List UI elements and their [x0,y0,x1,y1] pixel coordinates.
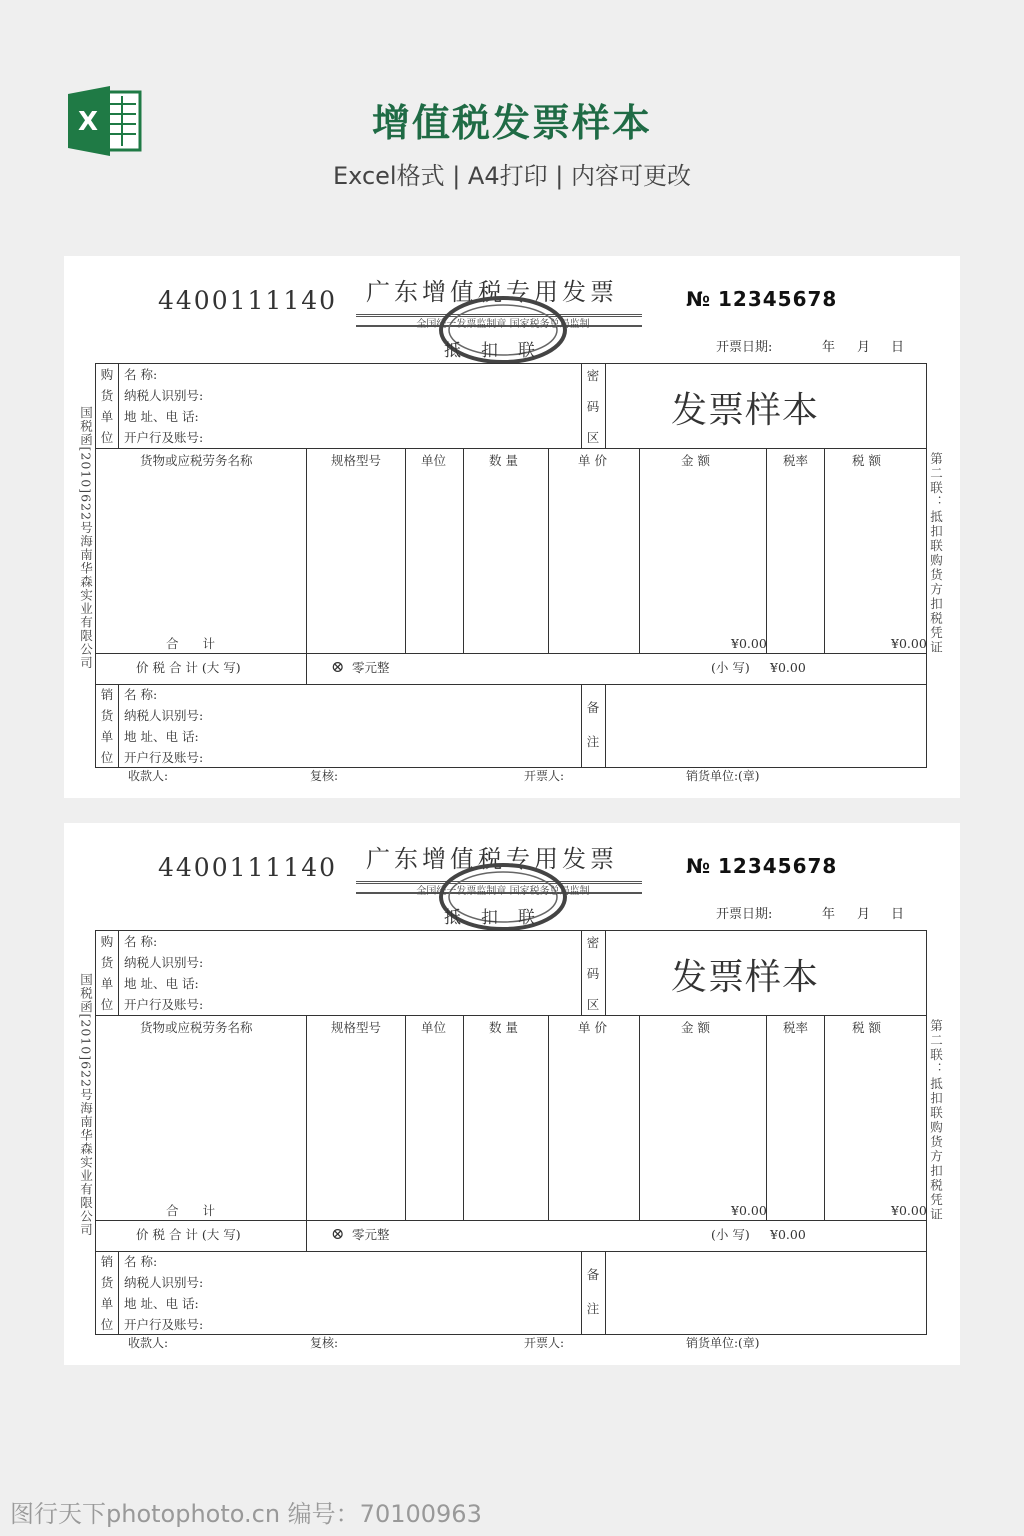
column-header: 税 额 [852,1020,881,1035]
cipher-area-label: 密码区 [586,935,600,1012]
buyer-name-label: 名 称: [124,934,158,949]
buyer-name-label: 名 称: [124,367,158,382]
number-mark: № [686,287,711,311]
price-tax-label: 价 税 合 计 (大 写) [136,1227,241,1242]
left-margin-note: 国税函[2010]622号海南华森实业有限公司 [78,973,94,1237]
sample-watermark: 发票样本 [671,957,820,998]
small-label: (小 写) [711,660,750,675]
remarks-label: 备注 [586,1267,600,1316]
seller-tax-id-label: 纳税人识别号: [124,708,204,723]
buyer-bank-label: 开户行及账号: [124,997,204,1012]
circle-x-icon: ⊗ [331,1224,345,1243]
sample-watermark: 发票样本 [671,390,820,431]
issue-date-label: 开票日期: [716,907,773,922]
issuer-label: 开票人: [524,769,565,783]
date-day-label: 日 [891,340,905,355]
buyer-tax-id-label: 纳税人识别号: [124,955,204,970]
invoice-number: 12345678 [718,854,838,878]
column-header: 税 额 [852,453,881,468]
seller-side-label: 销货单位 [100,1254,114,1332]
invoice-sheet [64,823,960,1365]
price-tax-label: 价 税 合 计 (大 写) [136,660,241,675]
right-margin-note: 第二联：抵扣联购货方扣税凭证 [928,1019,944,1222]
reviewer-label: 复核: [310,1336,339,1350]
stamp-text: 全国统一发票监制章 国家税务总局监制 [416,319,590,330]
column-header: 数 量 [489,453,518,468]
buyer-tax-id-label: 纳税人识别号: [124,388,204,403]
date-month-label: 月 [857,340,871,355]
column-header: 单位 [421,1020,447,1035]
seller-address-label: 地 址、电 话: [124,1296,199,1311]
total-tax: ¥0.00 [891,636,927,651]
seller-tax-id-label: 纳税人识别号: [124,1275,204,1290]
seller-name-label: 名 称: [124,1254,158,1269]
payee-label: 收款人: [128,769,169,783]
left-margin-note: 国税函[2010]622号海南华森实业有限公司 [78,406,94,670]
small-value: ¥0.00 [770,660,806,675]
site-watermark: 图行天下photophoto.cn 编号：70100963 [10,1500,482,1528]
column-header: 数 量 [489,1020,518,1035]
column-header: 货物或应税劳务名称 [140,1020,253,1035]
right-margin-note: 第二联：抵扣联购货方扣税凭证 [928,452,944,655]
buyer-side-label: 购货单位 [100,934,114,1012]
column-header: 规格型号 [331,1020,382,1035]
buyer-address-label: 地 址、电 话: [124,409,199,424]
remarks-label: 备注 [586,700,600,749]
cipher-area-label: 密码区 [586,368,600,445]
seller-address-label: 地 址、电 话: [124,729,199,744]
payee-label: 收款人: [128,1336,169,1350]
issuer-label: 开票人: [524,1336,565,1350]
column-header: 金 额 [681,453,710,468]
invoice-title: 广东增值税专用发票 [366,845,618,873]
total-amount: ¥0.00 [731,636,767,651]
total-tax: ¥0.00 [891,1203,927,1218]
seller-name-label: 名 称: [124,687,158,702]
date-day-label: 日 [891,907,905,922]
column-header: 税率 [783,453,809,468]
seller-bank-label: 开户行及账号: [124,1317,204,1332]
price-tax-upper: 零元整 [352,660,390,675]
buyer-address-label: 地 址、电 话: [124,976,199,991]
price-tax-upper: 零元整 [352,1227,390,1242]
total-label: 合 计 [166,1203,225,1218]
column-header: 单 价 [578,1020,607,1035]
column-header: 货物或应税劳务名称 [140,453,253,468]
seller-seal-label: 销货单位:(章) [686,769,760,783]
seller-seal-label: 销货单位:(章) [686,1336,760,1350]
stamp-text: 全国统一发票监制章 国家税务总局监制 [416,886,590,897]
column-header: 单 价 [578,453,607,468]
page-title: 增值税发票样本 [371,101,652,145]
invoice-title: 广东增值税专用发票 [366,278,618,306]
invoice-sheet [64,256,960,798]
invoice-number: 12345678 [718,287,838,311]
date-year-label: 年 [822,340,836,355]
page-subtitle: Excel格式 | A4打印 | 内容可更改 [333,162,691,190]
number-mark: № [686,854,711,878]
invoice-grid [95,930,927,1335]
total-amount: ¥0.00 [731,1203,767,1218]
column-header: 单位 [421,453,447,468]
seller-bank-label: 开户行及账号: [124,750,204,765]
seller-side-label: 销货单位 [100,687,114,765]
issue-date-label: 开票日期: [716,340,773,355]
small-label: (小 写) [711,1227,750,1242]
invoice-grid [95,363,927,768]
date-year-label: 年 [822,907,836,922]
buyer-bank-label: 开户行及账号: [124,430,204,445]
column-header: 规格型号 [331,453,382,468]
invoice-code: 4400111140 [158,853,338,882]
svg-text:X: X [78,107,99,137]
column-header: 金 额 [681,1020,710,1035]
invoice-code: 4400111140 [158,286,338,315]
circle-x-icon: ⊗ [331,657,345,676]
total-label: 合 计 [166,636,225,651]
date-month-label: 月 [857,907,871,922]
buyer-side-label: 购货单位 [100,367,114,445]
copy-name: 抵扣联 [444,908,555,928]
column-header: 税率 [783,1020,809,1035]
reviewer-label: 复核: [310,769,339,783]
small-value: ¥0.00 [770,1227,806,1242]
copy-name: 抵扣联 [444,341,555,361]
